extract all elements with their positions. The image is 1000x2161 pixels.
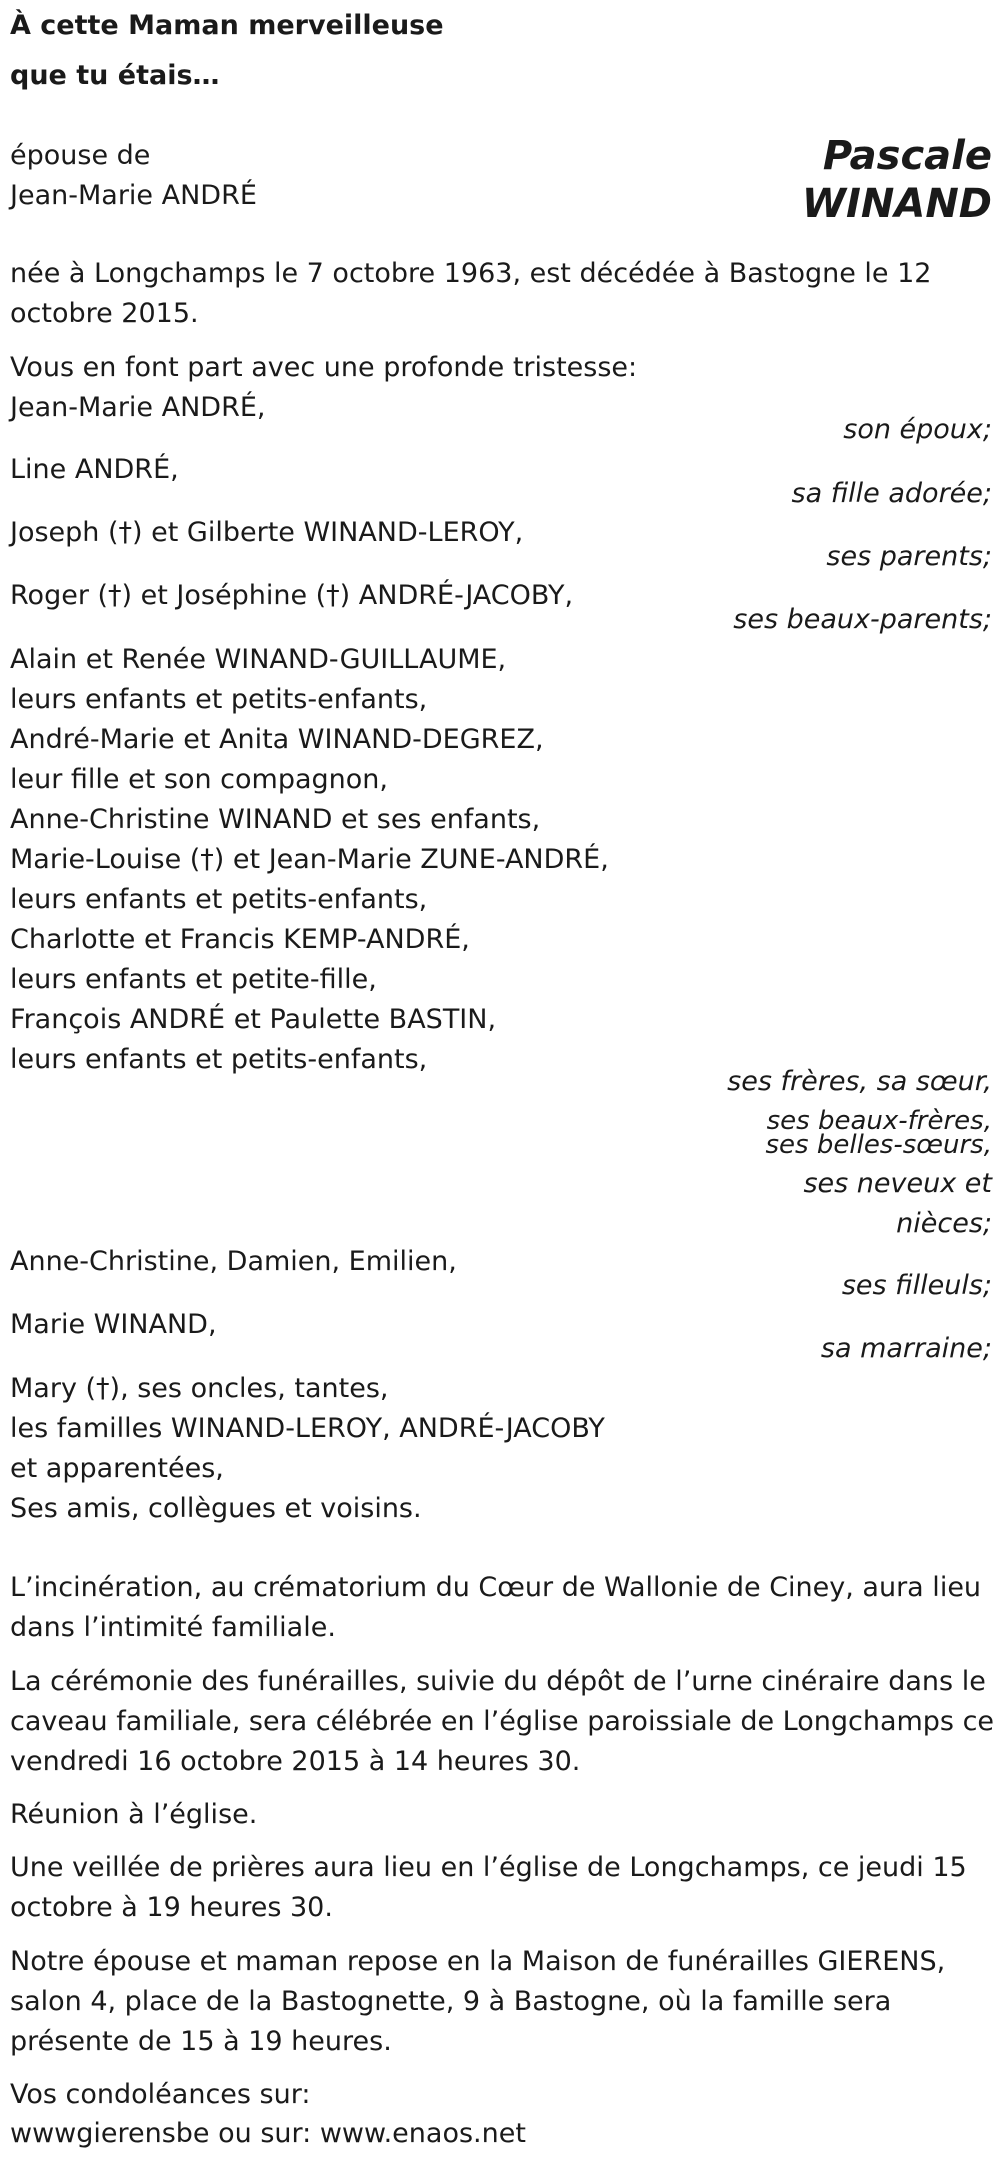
family-godmother-role: sa marraine;: [820, 1333, 992, 1364]
sibling-line: André-Marie et Anita WINAND-DEGREZ,: [10, 724, 544, 755]
siblings-role: ses beaux-frères,: [766, 1106, 992, 1136]
others-line: Ses amis, collègues et voisins.: [10, 1493, 422, 1524]
family-inlaws-role: ses beaux-parents;: [733, 604, 992, 635]
others-line: Mary (†), ses oncles, tantes,: [10, 1373, 389, 1404]
siblings-role: ses frères, sa sœur,: [727, 1066, 992, 1097]
sibling-line: Alain et Renée WINAND-GUILLAUME,: [10, 644, 507, 675]
family-daughter-role: sa fille adorée;: [791, 478, 992, 509]
family-daughter-name: Line ANDRÉ,: [10, 454, 179, 485]
family-spouse-name: Jean-Marie ANDRÉ,: [10, 392, 266, 423]
sibling-line: leurs enfants et petits-enfants,: [10, 1044, 428, 1075]
cremation-line1: L’incinération, au crématorium du Cœur de Wallonie de Ciney, aura lieu: [10, 1572, 982, 1603]
family-godchildren-name: Anne-Christine, Damien, Emilien,: [10, 1246, 457, 1277]
vigil-line1: Une veillée de prières aura lieu en l’église de Longchamps, ce jeudi 15: [10, 1852, 967, 1883]
siblings-role: nièces;: [896, 1208, 992, 1239]
birth-death-line1: née à Longchamps le 7 octobre 1963, est décédée à Bastogne le 12: [10, 258, 932, 289]
birth-death-line2: octobre 2015.: [10, 298, 199, 329]
condolences-sites[interactable]: wwwgierensbe ou sur: www.enaos.net: [10, 2118, 526, 2149]
sibling-line: leurs enfants et petite-fille,: [10, 964, 377, 995]
spouse-label: épouse de: [10, 140, 151, 171]
spouse-name-header: Jean-Marie ANDRÉ: [10, 180, 257, 211]
rest-line2: salon 4, place de la Bastognette, 9 à Bastogne, où la famille sera: [10, 1986, 892, 2017]
family-godchildren-role: ses filleuls;: [841, 1270, 992, 1301]
funeral-line1: La cérémonie des funérailles, suivie du dépôt de l’urne cinéraire dans le: [10, 1666, 986, 1697]
rest-line3: présente de 15 à 19 heures.: [10, 2026, 392, 2057]
family-parents-role: ses parents;: [826, 541, 992, 572]
family-inlaws-name: Roger (†) et Joséphine (†) ANDRÉ-JACOBY,: [10, 580, 574, 611]
rest-line1: Notre épouse et maman repose en la Maison de funérailles GIERENS,: [10, 1946, 946, 1977]
vigil-line2: octobre à 19 heures 30.: [10, 1892, 333, 1923]
sibling-line: Anne-Christine WINAND et ses enfants,: [10, 804, 541, 835]
tagline-line1: À cette Maman merveilleuse: [10, 10, 444, 41]
tagline-line2: que tu étais…: [10, 60, 220, 91]
siblings-role: ses neveux et: [803, 1168, 992, 1199]
sibling-line: leur fille et son compagnon,: [10, 764, 388, 795]
sibling-line: Charlotte et Francis KEMP-ANDRÉ,: [10, 924, 470, 955]
meeting-text: Réunion à l’église.: [10, 1799, 258, 1830]
siblings-role: ses belles-sœurs,: [765, 1130, 992, 1160]
others-line: et apparentées,: [10, 1453, 224, 1484]
cremation-line2: dans l’intimité familiale.: [10, 1612, 336, 1643]
deceased-last-name: WINAND: [801, 181, 992, 227]
family-parents-name: Joseph (†) et Gilberte WINAND-LEROY,: [10, 517, 524, 548]
family-spouse-role: son époux;: [843, 414, 992, 445]
funeral-line3: vendredi 16 octobre 2015 à 14 heures 30.: [10, 1746, 581, 1777]
deceased-first-name: Pascale: [822, 133, 992, 179]
announcement-text: Vous en font part avec une profonde tristesse:: [10, 352, 638, 383]
others-line: les familles WINAND-LEROY, ANDRÉ-JACOBY: [10, 1413, 605, 1444]
sibling-line: Marie-Louise (†) et Jean-Marie ZUNE-ANDRÉ,: [10, 844, 609, 875]
condolences-label: Vos condoléances sur:: [10, 2079, 311, 2110]
family-godmother-name: Marie WINAND,: [10, 1309, 217, 1340]
sibling-line: leurs enfants et petits-enfants,: [10, 884, 428, 915]
funeral-line2: caveau familiale, sera célébrée en l’église paroissiale de Longchamps ce: [10, 1706, 995, 1737]
sibling-line: leurs enfants et petits-enfants,: [10, 684, 428, 715]
sibling-line: François ANDRÉ et Paulette BASTIN,: [10, 1004, 497, 1035]
